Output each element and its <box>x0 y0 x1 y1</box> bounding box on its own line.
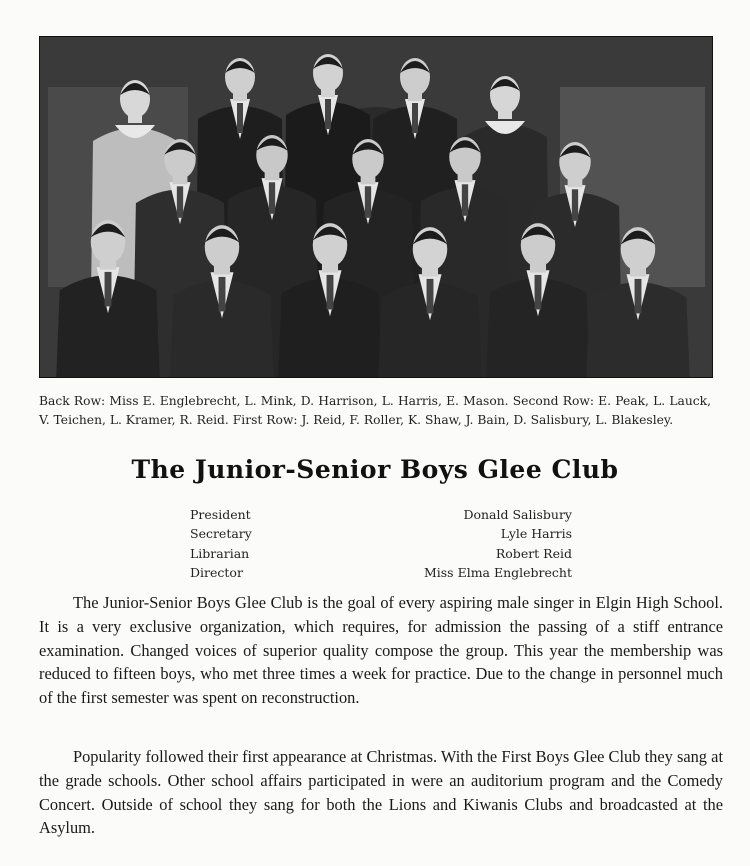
officer-name: Donald Salisbury <box>463 507 572 522</box>
officer-role: President <box>190 507 251 522</box>
officer-name: Miss Elma Englebrecht <box>423 564 572 580</box>
group-photo <box>39 36 713 378</box>
officer-row <box>190 505 572 524</box>
officer-row <box>190 563 572 582</box>
body-paragraph: The Junior-Senior Boys Glee Club is the goal of every aspiring male singer in Elgin High School. It is a very exclusive organization, which requires, for admission the passing of a stiff entrance examination. Changed voices of superior quality compose the group. This year the membership was reduced to fifteen boys, who met three times a week for practice. Due to the change in personnel much of the first semester was spent on reconstruction. <box>39 593 723 708</box>
officer-role: Secretary <box>190 526 252 542</box>
group-portrait-photo-icon <box>40 37 712 377</box>
officer-name: Lyle Harris <box>500 526 572 542</box>
photo-caption: Back Row: Miss E. Englebrecht, L. Mink, D. Harrison, L. Harris, E. Mason. Second Row: E. Peak, L. Lauck, V. Teichen, L. Kramer, R. Reid. First Row: J. Reid, F. Roller, K. Shaw, J. Bain, D. Salisbury, L. Blakesley. <box>39 394 711 427</box>
officer-row <box>190 544 572 563</box>
page-title: The Junior-Senior Boys Glee Club <box>131 455 619 484</box>
officer-role: Director <box>190 564 243 580</box>
officer-row <box>190 524 572 543</box>
body-paragraph: Popularity followed their first appearance at Christmas. With the First Boys Glee Club they sang at the grade schools. Other school affairs participated in were an auditorium program and the Comedy Concert. Outside of school they sang for both the Lions and Kiwanis Clubs and broadcasted at the Asylum. <box>39 747 723 838</box>
officers-list <box>190 505 572 582</box>
officer-name: Robert Reid <box>495 545 572 561</box>
officer-role: Librarian <box>190 545 250 561</box>
